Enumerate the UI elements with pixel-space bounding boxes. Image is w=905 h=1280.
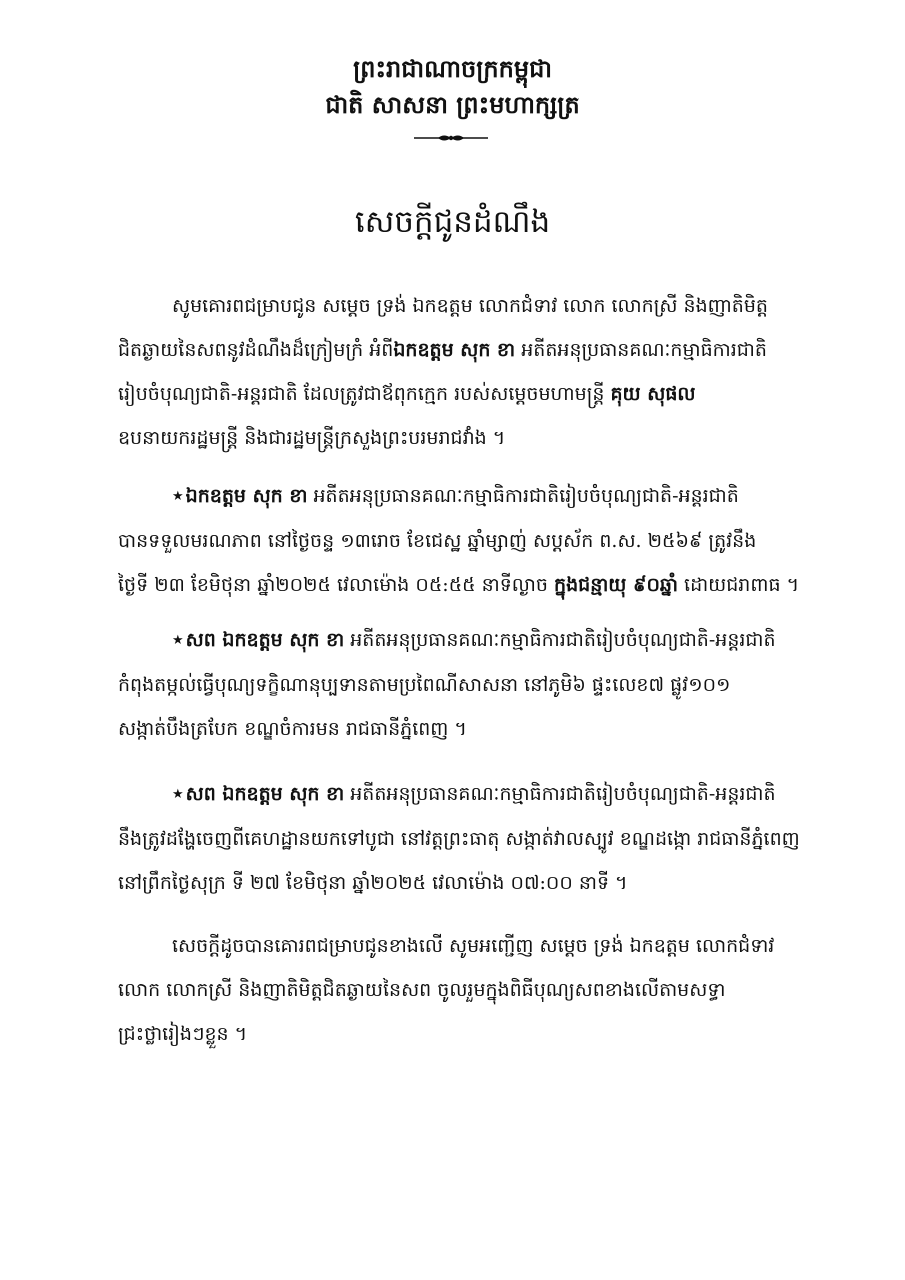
deceased-name: ឯកឧត្តម សុក ខា (393, 339, 516, 361)
intro-text: រៀបចំបុណ្យជាតិ-អន្តរជាតិ ដែលត្រូវជាឪពុកក្មេក របស់សម្តេចមហាមន្ត្រី (118, 383, 611, 405)
intro-line (118, 372, 850, 416)
kingdom-heading: ព្រះរាជាណាចក្រកម្ពុជា (353, 54, 552, 83)
wake-line: កំពុងតម្កល់ធ្វើបុណ្យទក្ខិណានុប្បទានតាមប្រពៃណីសាសនា នៅភូមិ៦ ផ្ទះលេខ៧ ផ្លូវ១០១ (118, 674, 731, 696)
closing-line: សេចក្តីដូចបានគោរពជម្រាបជូនខាងលើ សូមអញ្ជើញ សម្តេច ទ្រង់ ឯកឧត្តម លោកជំទាវ (172, 935, 775, 957)
wake-text: អតីតអនុប្រធានគណៈកម្មាធិការជាតិរៀបចំបុណ្យជាតិ-អន្តរជាតិ (344, 629, 776, 651)
cremation-line: នៅព្រឹកថ្ងៃសុក្រ ទី ២៧ ខែមិថុនា ឆ្នាំ២០២៥ វេលាម៉ោង ០៧:០០ នាទី ។ (118, 872, 628, 894)
star-bullet-icon: ★ (172, 633, 184, 648)
cremation-line: នឹងត្រូវដង្ហែចេញពីគេហដ្ឋានយកទៅបូជា នៅវត្តព្រះធាតុ សង្កាត់វាលស្បូវ ខណ្ឌដង្កោ រាជធានីភ្នំពេញ (118, 828, 800, 850)
age-text: ក្នុងជន្មាយុ ៩០ឆ្នាំ (554, 574, 678, 596)
death-text: អតីតអនុប្រធានគណៈកម្មាធិការជាតិរៀបចំបុណ្យជាតិ-អន្តរជាតិ (307, 485, 739, 507)
cremation-paragraph (118, 772, 850, 905)
death-text: ដោយជរាពាធ ។ (678, 574, 800, 596)
death-paragraph (118, 474, 850, 607)
cremation-text: អតីតអនុប្រធានគណៈកម្មាធិការជាតិរៀបចំបុណ្យជាតិ-អន្តរជាតិ (344, 783, 776, 805)
cremation-line (118, 772, 850, 817)
intro-text: ជិតឆ្ងាយនៃសពនូវដំណឹងដ៏ក្រៀមក្រំ អំពី (118, 339, 394, 361)
closing-line: ជ្រះថ្លារៀងៗខ្លួន ។ (118, 1023, 248, 1045)
notice-title: សេចក្តីជូនដំណឹង (354, 204, 551, 240)
deceased-name: ឯកឧត្តម សុក ខា (185, 485, 308, 507)
death-text: ថ្ងៃទី ២៣ ខែមិថុនា ឆ្នាំ២០២៥ វេលាម៉ោង ០៥:៥៥ នាទីល្ងាច (118, 574, 555, 596)
star-bullet-icon: ★ (172, 787, 184, 802)
wake-paragraph (118, 618, 850, 751)
deceased-name: សព ឯកឧត្តម សុក ខា (185, 629, 345, 651)
intro-line: សូមគោរពជម្រាបជូន សម្តេច ទ្រង់ ឯកឧត្តម លោកជំទាវ លោក លោកស្រី និងញាតិមិត្ត (172, 295, 768, 317)
star-bullet-icon: ★ (172, 489, 184, 504)
death-line: បានទទួលមរណភាព នៅថ្ងៃចន្ទ ១៣រោច ខែជេស្ឋ ឆ្នាំម្សាញ់ សប្តស័ក ព.ស. ២៥៦៩ ត្រូវនឹង (118, 530, 757, 552)
motto-heading: ជាតិ សាសនា ព្រះមហាក្សត្រ (325, 90, 580, 119)
wake-line (118, 618, 850, 663)
closing-paragraph (118, 924, 850, 1056)
intro-line (118, 328, 850, 372)
intro-line: ឧបនាយករដ្ឋមន្ត្រី និងជារដ្ឋមន្ត្រីក្រសួងព្រះបរមរាជវាំង ។ (118, 427, 506, 449)
intro-paragraph (118, 284, 850, 460)
death-line (118, 563, 850, 607)
closing-line: លោក លោកស្រី និងញាតិមិត្តជិតឆ្ងាយនៃសព ចូលរួមក្នុងពិធីបុណ្យសពខាងលើតាមសទ្ធា (118, 979, 726, 1001)
intro-text: អតីតអនុប្រធានគណៈកម្មាធិការជាតិ (515, 339, 767, 361)
deceased-name: សព ឯកឧត្តម សុក ខា (185, 783, 345, 805)
wake-line: សង្កាត់បឹងត្របែក ខណ្ឌចំការមន រាជធានីភ្នំពេញ ។ (118, 718, 467, 740)
son-in-law-name: គុយ សុផល (610, 383, 696, 405)
divider-ornament-icon (412, 130, 490, 146)
death-line (118, 474, 850, 519)
